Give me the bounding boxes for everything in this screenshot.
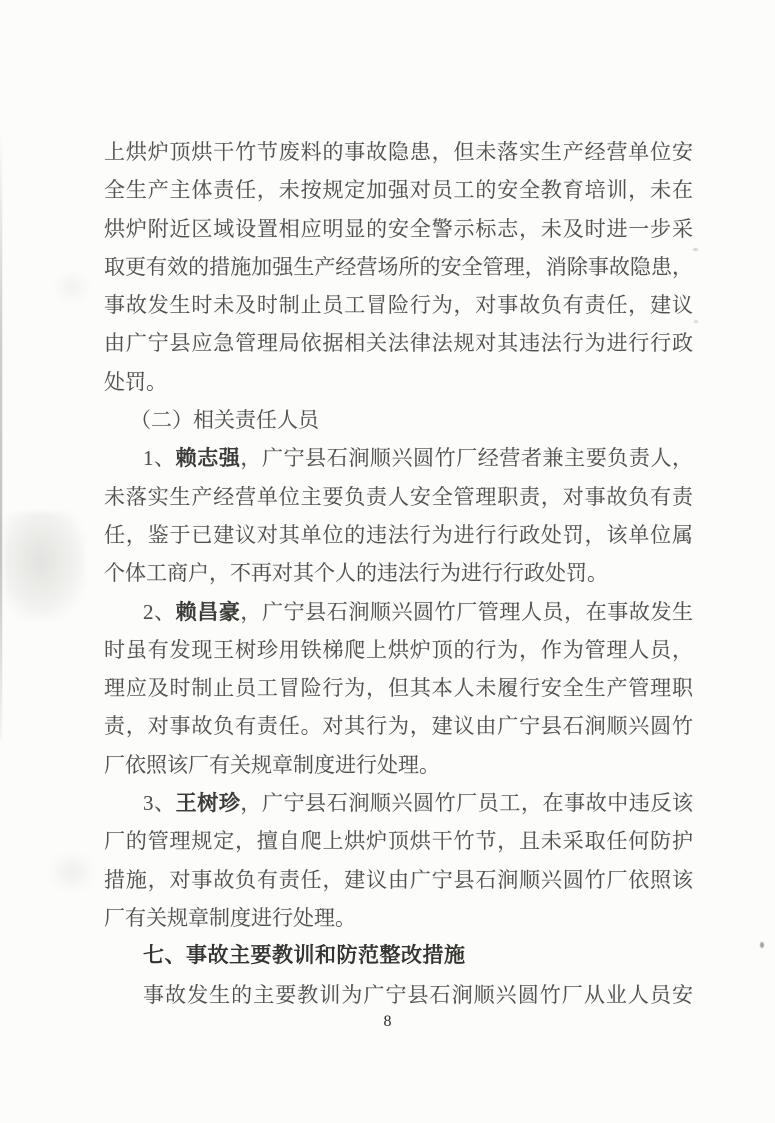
text-block: [104, 133, 693, 1014]
text-segment: 事故发生时未及时制止员工冒险行为，对事故负有责任，建议: [104, 293, 693, 318]
scan-edge-artifact: [0, 130, 2, 740]
scan-speck: [760, 942, 764, 948]
scan-speck: [694, 320, 698, 323]
text-segment: 厂依照该厂有关规章制度进行处理。: [104, 752, 440, 777]
text-segment: 厂有关规章制度进行处理。: [104, 905, 356, 930]
text-line: [104, 439, 693, 477]
text-line: [104, 593, 693, 631]
text-segment: 理应及时制止员工冒险行为，但其本人未履行安全生产管理职: [104, 676, 693, 701]
text-segment: 个体工商户，不再对其个人的违法行为进行行政处罚。: [104, 561, 608, 586]
person-name: 王树珍: [175, 791, 241, 816]
text-line: [104, 171, 693, 209]
scan-smudge: [52, 270, 92, 304]
text-segment: 烘炉附近区域设置相应明显的安全警示标志，未及时进一步采: [104, 216, 693, 241]
text-line: [104, 478, 693, 516]
text-segment: 措施，对事故负有责任，建议由广宁县石涧顺兴圆竹厂依照该: [104, 867, 693, 892]
text-line: [104, 669, 693, 707]
text-segment: 全生产主体责任，未按规定加强对员工的安全教育培训，未在: [104, 178, 693, 203]
text-line: [104, 899, 693, 937]
scan-smudge: [4, 512, 86, 620]
text-segment: 责，对事故负有责任。对其行为，建议由广宁县石涧顺兴圆竹: [104, 714, 693, 739]
text-line: [104, 554, 693, 592]
text-line: [104, 248, 693, 286]
text-segment: 2、: [143, 599, 176, 624]
text-line: [104, 210, 693, 248]
text-segment: （二）相关责任人员: [130, 408, 319, 433]
section-heading: [104, 937, 693, 975]
text-segment: 由广宁县应急管理局依据相关法律法规对其违法行为进行行政: [104, 331, 693, 356]
text-segment: 时虽有发现王树珍用铁梯爬上烘炉顶的行为，作为管理人员，: [104, 637, 693, 662]
text-line: [104, 746, 693, 784]
text-segment: 事故发生的主要教训为广宁县石涧顺兴圆竹厂从业人员安: [143, 982, 693, 1007]
text-line: [104, 286, 693, 324]
page-number: 8: [383, 1013, 392, 1030]
text-segment: 取更有效的措施加强生产经营场所的安全管理，消除事故隐患，: [104, 254, 693, 279]
text-segment: 未落实生产经营单位主要负责人安全管理职责，对事故负有责: [104, 484, 693, 509]
text-line: [104, 631, 693, 669]
text-segment: 厂的管理规定，擅自爬上烘炉顶烘干竹节，且未采取任何防护: [104, 829, 693, 854]
text-line: [104, 784, 693, 822]
person-name: 赖志强: [175, 446, 241, 471]
text-line: [104, 324, 693, 362]
text-line: [104, 133, 693, 171]
text-segment: 3、: [143, 791, 176, 816]
text-segment: ，广宁县石涧顺兴圆竹厂经营者兼主要负责人，: [240, 446, 694, 471]
text-line: [104, 363, 693, 401]
text-segment: 1、: [143, 446, 176, 471]
text-line: [104, 976, 693, 1014]
text-segment: 七、事故主要教训和防范整改措施: [143, 944, 466, 968]
text-segment: 处罚。: [104, 369, 167, 394]
text-line: [104, 401, 693, 439]
text-line: [104, 822, 693, 860]
person-name: 赖昌豪: [175, 599, 241, 624]
text-segment: 任，鉴于已建议对其单位的违法行为进行行政处罚，该单位属: [104, 522, 693, 547]
text-segment: 上烘炉顶烘干竹节废料的事故隐患，但未落实生产经营单位安: [104, 140, 693, 164]
text-line: [104, 516, 693, 554]
text-line: [104, 707, 693, 745]
text-line: [104, 861, 693, 899]
text-segment: ，广宁县石涧顺兴圆竹厂员工，在事故中违反该: [240, 791, 694, 816]
scan-smudge: [48, 850, 96, 894]
scan-speck: [693, 248, 698, 251]
text-segment: ，广宁县石涧顺兴圆竹厂管理人员，在事故发生: [240, 599, 694, 624]
